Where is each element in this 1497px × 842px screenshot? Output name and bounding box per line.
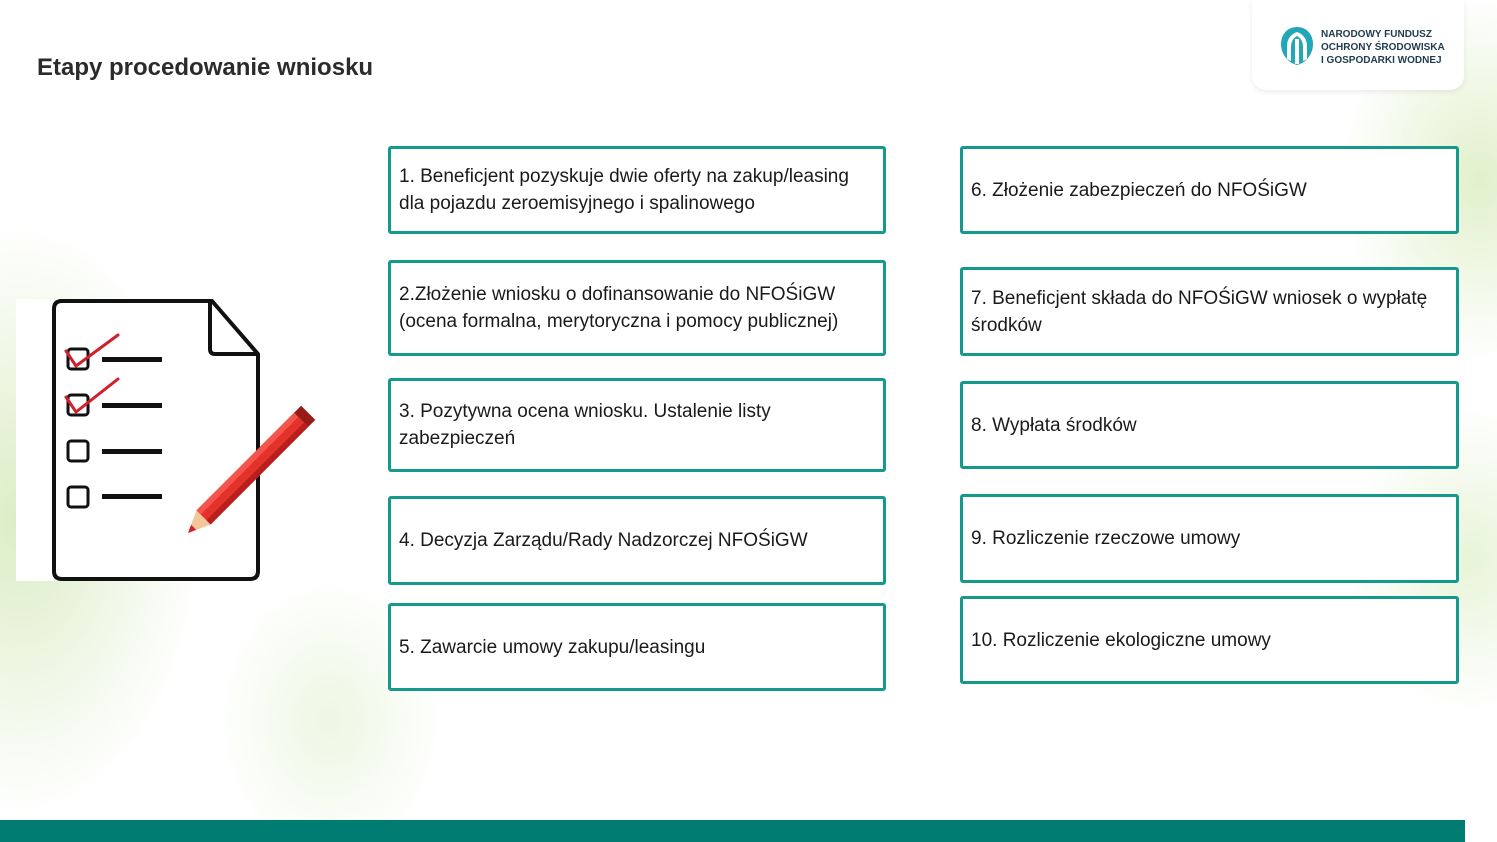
step-8 [960,381,1459,469]
footer-bar [0,820,1465,842]
step-text: 10. Rozliczenie ekologiczne umowy [971,629,1271,651]
step-6 [960,146,1459,234]
checklist-with-pencil-icon [16,299,352,581]
checklist-illustration [16,299,352,581]
step-text: 6. Złożenie zabezpieczeń do NFOŚiGW [971,179,1307,201]
step-1 [388,146,886,234]
step-text: 9. Rozliczenie rzeczowe umowy [971,528,1241,549]
nfosigw-logo-icon [1278,25,1316,67]
step-2 [388,260,886,356]
step-text: 5. Zawarcie umowy zakupu/leasingu [399,636,706,658]
step-text: 3. Pozytywna ocena wniosku. Ustalenie listy zabezpieczeń [399,401,771,449]
step-text: 1. Beneficjent pozyskuje dwie oferty na zakup/leasing dla pojazdu zeroemisyjnego i spalinowego [399,166,849,214]
step-10 [960,596,1459,684]
slide-title: Etapy procedowanie wniosku [37,54,374,81]
step-text: 2.Złożenie wniosku o dofinansowanie do NFOŚiGW (ocena formalna, merytoryczna i pomocy publicznej) [399,284,839,332]
step-3 [388,378,886,472]
logo [1252,0,1464,90]
step-text: 4. Decyzja Zarządu/Rady Nadzorczej NFOŚiGW [399,530,808,551]
step-9 [960,494,1459,583]
step-5 [388,603,886,691]
logo-text: NARODOWY FUNDUSZ OCHRONY ŚRODOWISKA I GOSPODARKI WODNEJ [1321,29,1445,66]
step-4 [388,496,886,585]
step-text: 8. Wypłata środków [971,414,1137,436]
step-text: 7. Beneficjent składa do NFOŚiGW wniosek o wypłatę środków [971,287,1428,336]
step-7 [960,267,1459,356]
